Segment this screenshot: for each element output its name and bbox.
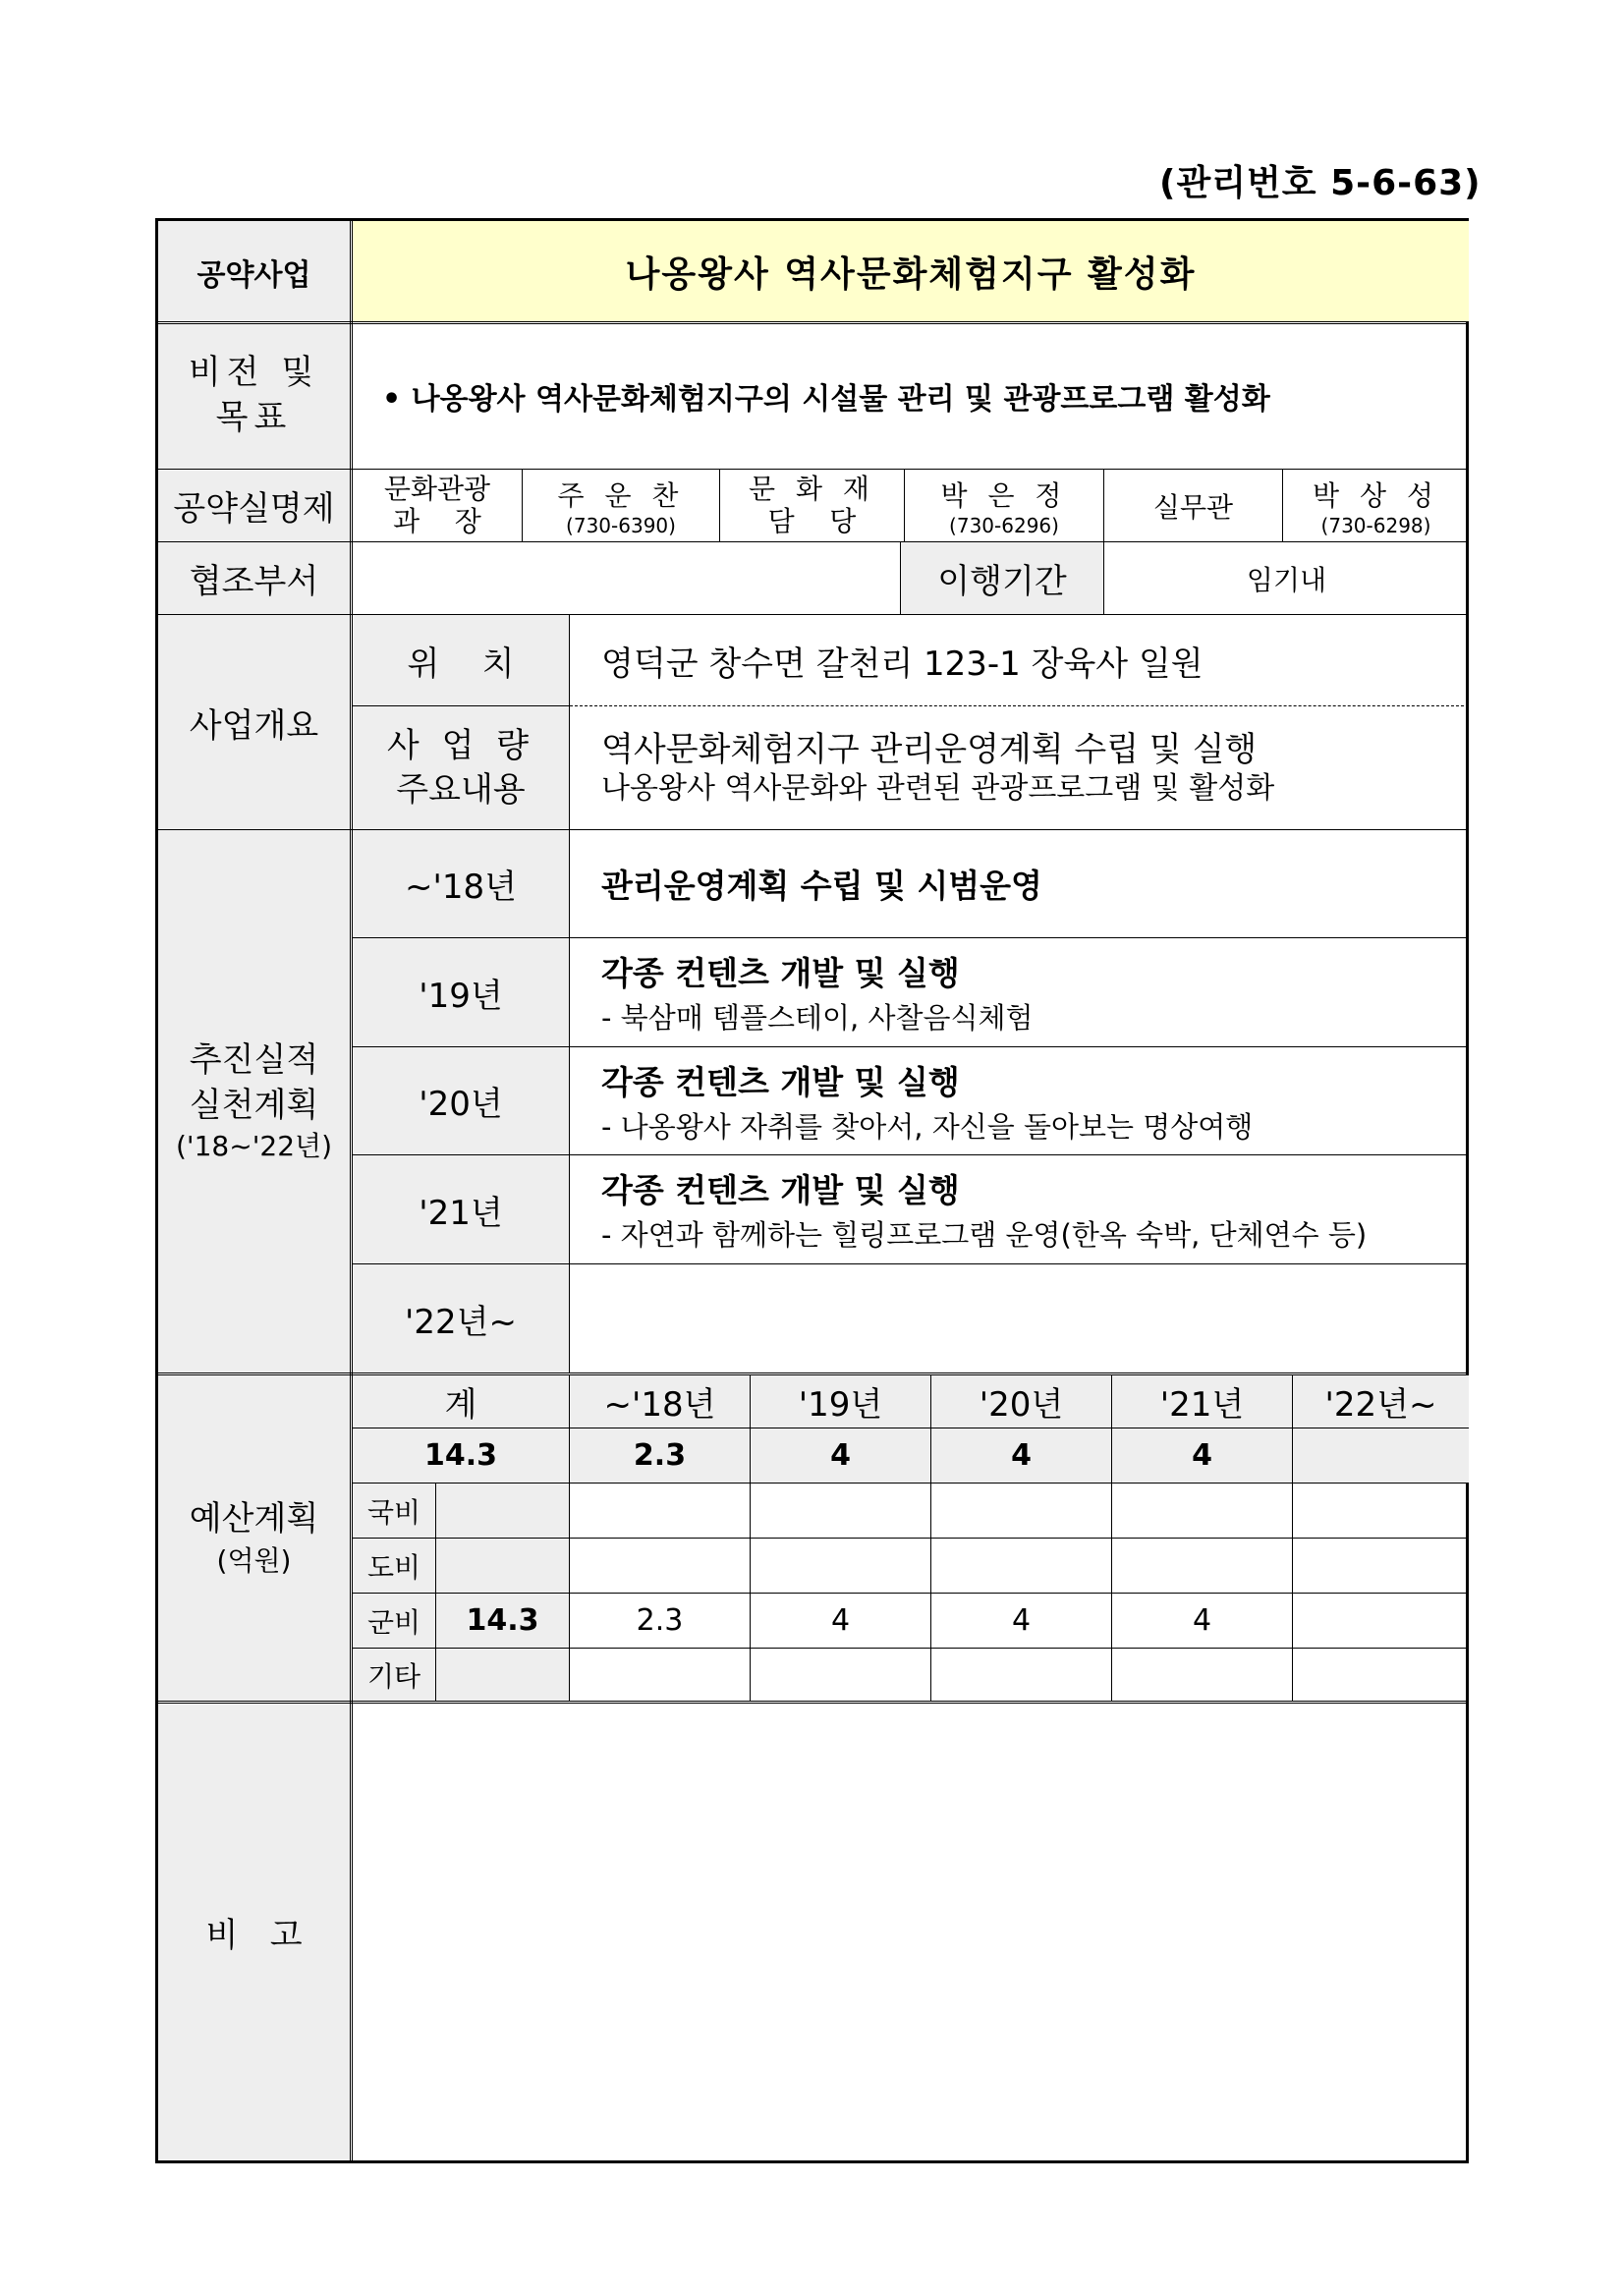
cell-divider xyxy=(569,615,570,829)
progress-content xyxy=(570,938,1469,1046)
budget-cell xyxy=(931,1649,1111,1702)
management-number: (관리번호 5-6-63) xyxy=(1159,163,1482,203)
row-divider xyxy=(158,469,1469,470)
budget-source-sum xyxy=(436,1649,569,1702)
budget-cell xyxy=(751,1484,930,1538)
budget-cell: 4 xyxy=(830,1603,851,1638)
budget-header-total: 계 xyxy=(353,1374,569,1428)
scale-label-line2: 주요내용 xyxy=(396,769,526,810)
row-divider xyxy=(353,1046,1469,1047)
pledge-form-table xyxy=(155,218,1469,2163)
scale-value xyxy=(570,706,1469,829)
progress-year: '19년 xyxy=(353,938,569,1046)
person1-name: 주 운 찬 xyxy=(557,478,685,512)
budget-cell xyxy=(570,1649,750,1702)
progress-detail: - 북삼매 템플스테이, 사찰음식체험 xyxy=(601,1001,1034,1035)
budget-label xyxy=(158,1374,350,1702)
role2 xyxy=(720,470,904,541)
vision-label xyxy=(158,323,350,469)
cell-divider xyxy=(750,1374,751,1702)
progress-title: 각종 컨텐츠 개발 및 실행 xyxy=(601,954,960,992)
cell-divider xyxy=(1103,470,1104,541)
budget-label-line1: 예산계획 xyxy=(189,1498,319,1539)
row-divider xyxy=(353,1593,1469,1594)
budget-source-label: 기타 xyxy=(353,1649,435,1702)
budget-header: '22년~ xyxy=(1293,1374,1469,1428)
row-divider xyxy=(353,1483,1469,1484)
budget-source-sum xyxy=(436,1539,569,1593)
budget-cell xyxy=(931,1539,1111,1593)
person3-name: 박 상 성 xyxy=(1313,478,1439,512)
budget-cell: 4 xyxy=(1011,1603,1032,1638)
person1-phone: (730-6390) xyxy=(566,513,676,537)
role1-line2: 과 장 xyxy=(393,504,481,537)
cell-divider xyxy=(569,830,570,1373)
role2-line1: 문 화 재 xyxy=(749,473,875,506)
location-value: 영덕군 창수면 갈천리 123-1 장육사 일원 xyxy=(601,644,1204,684)
role3: 실무관 xyxy=(1152,490,1234,524)
budget-cell xyxy=(570,1484,750,1538)
column-divider xyxy=(350,221,353,2160)
person3 xyxy=(1283,470,1469,541)
budget-cell xyxy=(1112,1649,1292,1702)
progress-content xyxy=(570,1264,1469,1373)
budget-header: '21년 xyxy=(1112,1374,1292,1428)
cell-divider xyxy=(900,542,901,614)
row-divider xyxy=(353,705,569,706)
progress-detail: - 자연과 함께하는 힐링프로그램 운영(한옥 숙박, 단체연수 등) xyxy=(601,1218,1368,1252)
budget-source-sum: 14.3 xyxy=(436,1594,569,1648)
row-divider xyxy=(158,321,1469,324)
progress-title: 각종 컨텐츠 개발 및 실행 xyxy=(601,1171,960,1209)
budget-total: 4 xyxy=(931,1428,1111,1483)
budget-cell xyxy=(1293,1594,1469,1648)
budget-header: '20년 xyxy=(931,1374,1111,1428)
cooperation-label: 협조부서 xyxy=(158,542,350,614)
budget-source-label: 도비 xyxy=(353,1539,435,1593)
role1 xyxy=(353,470,522,541)
person2 xyxy=(905,470,1103,541)
scale-label xyxy=(353,706,569,829)
budget-cell: 4 xyxy=(1192,1603,1212,1638)
budget-total-sum: 14.3 xyxy=(353,1428,569,1483)
budget-cell: 2.3 xyxy=(636,1603,684,1638)
budget-total xyxy=(1293,1428,1469,1483)
progress-year: ~'18년 xyxy=(353,830,569,937)
budget-cell xyxy=(1293,1649,1469,1702)
budget-source-label: 군비 xyxy=(353,1594,435,1648)
remarks-value xyxy=(353,1703,1469,2160)
project-title: 나옹왕사 역사문화체험지구 활성화 xyxy=(353,221,1469,322)
progress-detail: - 나옹왕사 자취를 찾아서, 자신을 돌아보는 명상여행 xyxy=(601,1109,1254,1144)
cell-divider xyxy=(522,470,523,541)
row-divider xyxy=(353,937,1469,938)
budget-header: ~'18년 xyxy=(570,1374,750,1428)
budget-cell xyxy=(1112,1539,1292,1593)
progress-year: '21년 xyxy=(353,1155,569,1263)
responsible-label: 공약실명제 xyxy=(158,470,350,541)
cell-divider xyxy=(904,470,905,541)
budget-source-sum xyxy=(436,1484,569,1538)
project-label: 공약사업 xyxy=(158,221,350,322)
location-label: 위 치 xyxy=(353,615,569,705)
cell-divider xyxy=(1111,1374,1112,1702)
cell-divider xyxy=(930,1374,931,1702)
progress-label-line1: 추진실적 xyxy=(189,1039,319,1080)
period-value: 임기내 xyxy=(1246,563,1327,596)
budget-cell xyxy=(1112,1484,1292,1538)
cooperation-value xyxy=(353,542,900,614)
progress-label-line3: ('18~'22년) xyxy=(175,1130,332,1163)
cell-divider xyxy=(569,1374,570,1702)
row-divider xyxy=(158,1701,1469,1704)
row-divider xyxy=(353,1154,1469,1155)
progress-year: '22년~ xyxy=(353,1264,569,1373)
row-divider xyxy=(353,1648,1469,1649)
cell-divider xyxy=(1103,542,1104,614)
row-divider xyxy=(353,1263,1469,1264)
role2-line2: 담 당 xyxy=(767,504,857,537)
row-divider xyxy=(158,541,1469,542)
budget-cell xyxy=(751,1649,930,1702)
cell-divider xyxy=(435,1484,436,1702)
overview-label: 사업개요 xyxy=(158,615,350,829)
scale-line2: 나옹왕사 역사문화와 관련된 관광프로그램 및 활성화 xyxy=(601,771,1275,806)
budget-cell xyxy=(1293,1539,1469,1593)
budget-cell xyxy=(931,1484,1111,1538)
progress-label-line2: 실천계획 xyxy=(189,1085,319,1125)
row-divider xyxy=(158,1372,1469,1375)
budget-cell xyxy=(1293,1484,1469,1538)
vision-label-line2: 목표 xyxy=(215,398,293,437)
budget-total: 4 xyxy=(751,1428,930,1483)
budget-cell xyxy=(570,1539,750,1593)
cell-divider xyxy=(1282,470,1283,541)
row-divider xyxy=(158,829,1469,830)
progress-content xyxy=(570,830,1469,937)
row-divider xyxy=(158,614,1469,615)
role1-line1: 문화관광 xyxy=(383,473,491,506)
progress-year: '20년 xyxy=(353,1047,569,1154)
cell-divider xyxy=(1292,1374,1293,1702)
person1 xyxy=(523,470,719,541)
budget-total: 4 xyxy=(1112,1428,1292,1483)
budget-source-label: 국비 xyxy=(353,1484,435,1538)
period-label: 이행기간 xyxy=(901,542,1103,614)
budget-cell xyxy=(751,1539,930,1593)
person2-name: 박 은 정 xyxy=(940,478,1068,512)
progress-title: 각종 컨텐츠 개발 및 실행 xyxy=(601,1062,960,1101)
progress-label xyxy=(158,830,350,1373)
progress-content xyxy=(570,1047,1469,1154)
budget-header: '19년 xyxy=(751,1374,930,1428)
person3-phone: (730-6298) xyxy=(1320,513,1431,537)
cell-divider xyxy=(719,470,720,541)
person2-phone: (730-6296) xyxy=(949,513,1059,537)
remarks-label: 비 고 xyxy=(158,1703,350,2160)
scale-label-line1: 사 업 량 xyxy=(386,726,535,766)
budget-label-line2: (억원) xyxy=(216,1543,292,1577)
dashed-divider xyxy=(570,705,1469,706)
progress-content xyxy=(570,1155,1469,1263)
vision-text: • 나옹왕사 역사문화체험지구의 시설물 관리 및 관광프로그램 활성화 xyxy=(382,382,1270,417)
vision-label-line1: 비전 및 xyxy=(188,353,320,393)
progress-title: 관리운영계획 수립 및 시범운영 xyxy=(601,867,1042,905)
scale-line1: 역사문화체험지구 관리운영계획 수립 및 실행 xyxy=(601,729,1258,769)
budget-total: 2.3 xyxy=(570,1428,750,1483)
row-divider xyxy=(353,1538,1469,1539)
